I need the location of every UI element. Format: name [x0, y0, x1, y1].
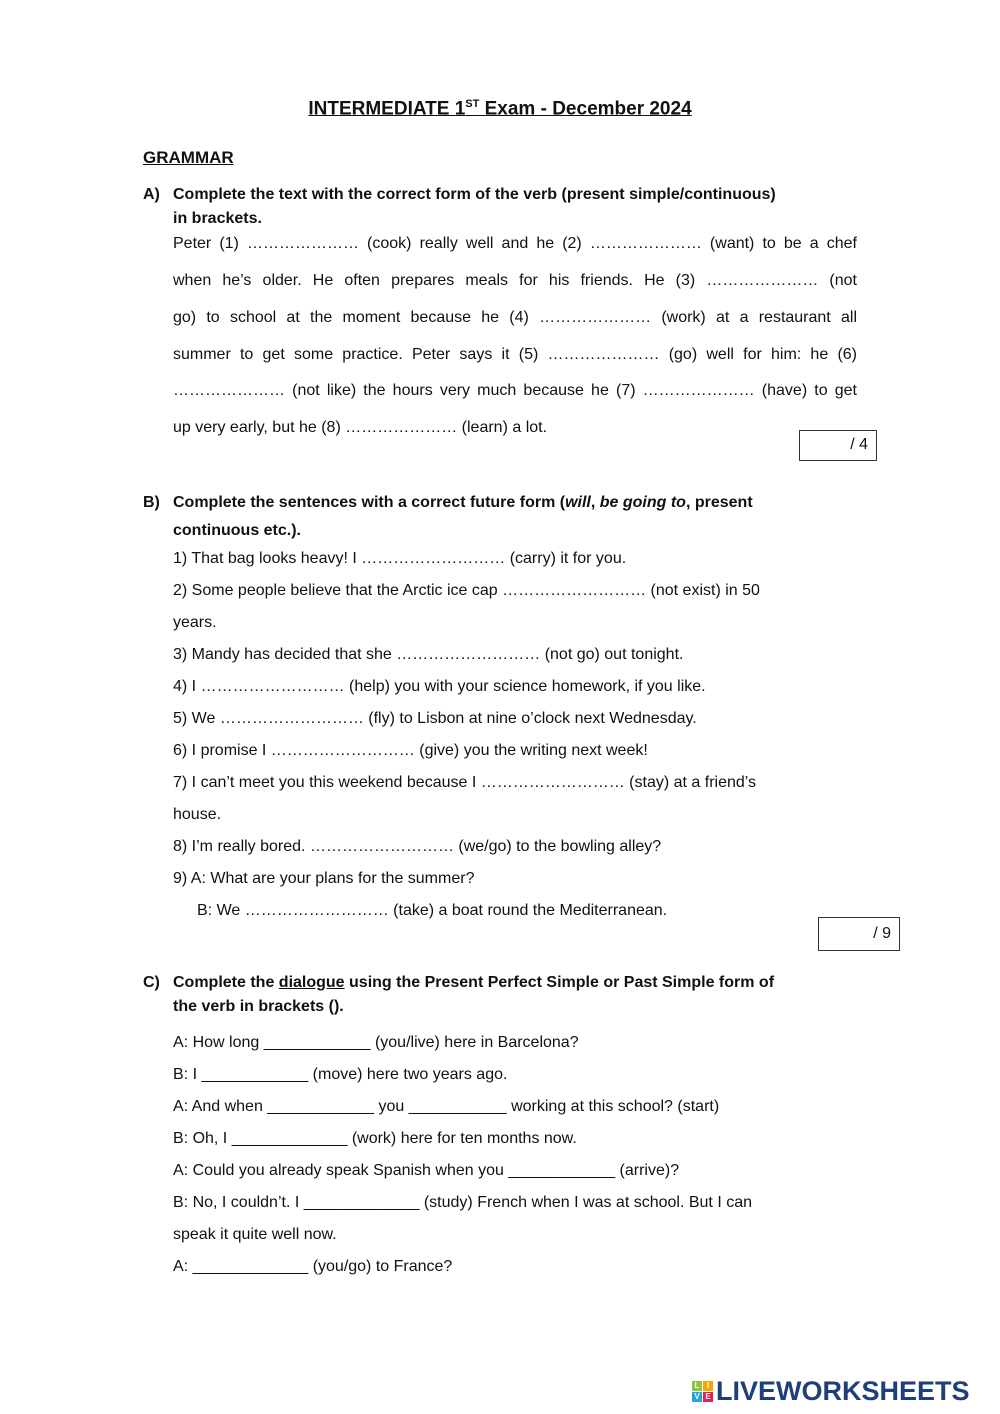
passage-line: when he’s older. He often prepares meals for his friends. He (3) ………………… (not — [173, 272, 857, 289]
sentence-line: 5) We ……………………… (fly) to Lisbon at nine o’clock next Wednesday. — [173, 710, 697, 727]
sentence-line: years. — [173, 614, 217, 631]
dialogue-line: A: And when ____________ you ___________ working at this school? (start) — [173, 1098, 720, 1115]
dialogue-line: A: How long ____________ (you/live) here in Barcelona? — [173, 1034, 579, 1051]
instr-text: , present — [685, 494, 753, 511]
sentence-line: 7) I can’t meet you this weekend because I ……………………… (stay) at a friend’s — [173, 774, 757, 791]
dialogue-line: A: _____________ (you/go) to France? — [173, 1258, 453, 1275]
part-c-instruction — [173, 973, 774, 993]
instr-text: using the Present Perfect Simple or Past Simple form of — [344, 974, 775, 991]
title-rest: Exam - December 2024 — [479, 98, 692, 120]
logo-tile: E — [703, 1392, 713, 1402]
part-c-letter: C) — [143, 974, 160, 991]
title-main: INTERMEDIATE 1 — [308, 98, 466, 120]
liveworksheets-logo — [692, 1376, 970, 1407]
dialogue-line: B: I ____________ (move) here two years ago. — [173, 1066, 508, 1083]
part-b-instruction — [173, 493, 753, 513]
instr-going: be going to — [599, 494, 686, 511]
logo-text: LIVEWORKSHEETS — [716, 1376, 970, 1406]
page-title — [0, 98, 1000, 120]
dialogue-line: speak it quite well now. — [173, 1226, 337, 1243]
part-a-score-box[interactable]: / 4 — [799, 430, 877, 461]
sentence-line: house. — [173, 806, 222, 823]
sentence-line: 2) Some people believe that the Arctic ice cap ……………………… (not exist) in 50 — [173, 582, 760, 599]
instr-dialogue: dialogue — [278, 974, 345, 991]
sentence-line: 8) I’m really bored. ……………………… (we/go) to the bowling alley? — [173, 838, 662, 855]
dialogue-line: B: Oh, I _____________ (work) here for ten months now. — [173, 1130, 577, 1147]
instr-text: Complete the sentences with a correct future form ( — [173, 494, 566, 511]
passage-line: Peter (1) ………………… (cook) really well and he (2) ………………… (want) to be a chef — [173, 235, 857, 252]
logo-tile: I — [703, 1381, 713, 1391]
part-b-instruction: continuous etc.). — [173, 522, 301, 539]
instr-text: Complete the — [173, 974, 279, 991]
part-a-letter: A) — [143, 186, 160, 203]
instr-sep: , — [590, 494, 600, 511]
part-b-letter: B) — [143, 494, 160, 511]
part-b-score-box[interactable]: / 9 — [818, 917, 900, 951]
sentence-line: B: We ……………………… (take) a boat round the Mediterranean. — [197, 902, 668, 919]
sentence-line: 1) That bag looks heavy! I ……………………… (carry) it for you. — [173, 550, 627, 567]
dialogue-line: A: Could you already speak Spanish when you ____________ (arrive)? — [173, 1162, 680, 1179]
part-c-instruction: the verb in brackets (). — [173, 998, 344, 1015]
section-heading: GRAMMAR — [143, 148, 234, 167]
logo-tile: V — [692, 1392, 702, 1402]
sentence-line: 3) Mandy has decided that she ……………………… (not go) out tonight. — [173, 646, 684, 663]
part-a-instruction: in brackets. — [173, 210, 262, 227]
passage-line: summer to get some practice. Peter says it (5) ………………… (go) well for him: he (6) — [173, 346, 857, 363]
instr-will: will — [565, 494, 591, 511]
passage-line: ………………… (not like) the hours very much because he (7) ………………… (have) to get — [173, 382, 857, 399]
sentence-line: 6) I promise I ……………………… (give) you the writing next week! — [173, 742, 648, 759]
dialogue-line: B: No, I couldn’t. I _____________ (study) French when I was at school. But I can — [173, 1194, 752, 1211]
passage-line: go) to school at the moment because he (4) ………………… (work) at a restaurant all — [173, 309, 857, 326]
title-sup: ST — [465, 98, 480, 110]
part-a-instruction: Complete the text with the correct form of the verb (present simple/continuous) — [173, 186, 776, 203]
logo-tile: L — [692, 1381, 702, 1391]
passage-line: up very early, but he (8) ………………… (learn) a lot. — [173, 419, 548, 436]
sentence-line: 4) I ……………………… (help) you with your science homework, if you like. — [173, 678, 706, 695]
sentence-line: 9) A: What are your plans for the summer? — [173, 870, 475, 887]
logo-tiles-icon — [692, 1381, 713, 1402]
